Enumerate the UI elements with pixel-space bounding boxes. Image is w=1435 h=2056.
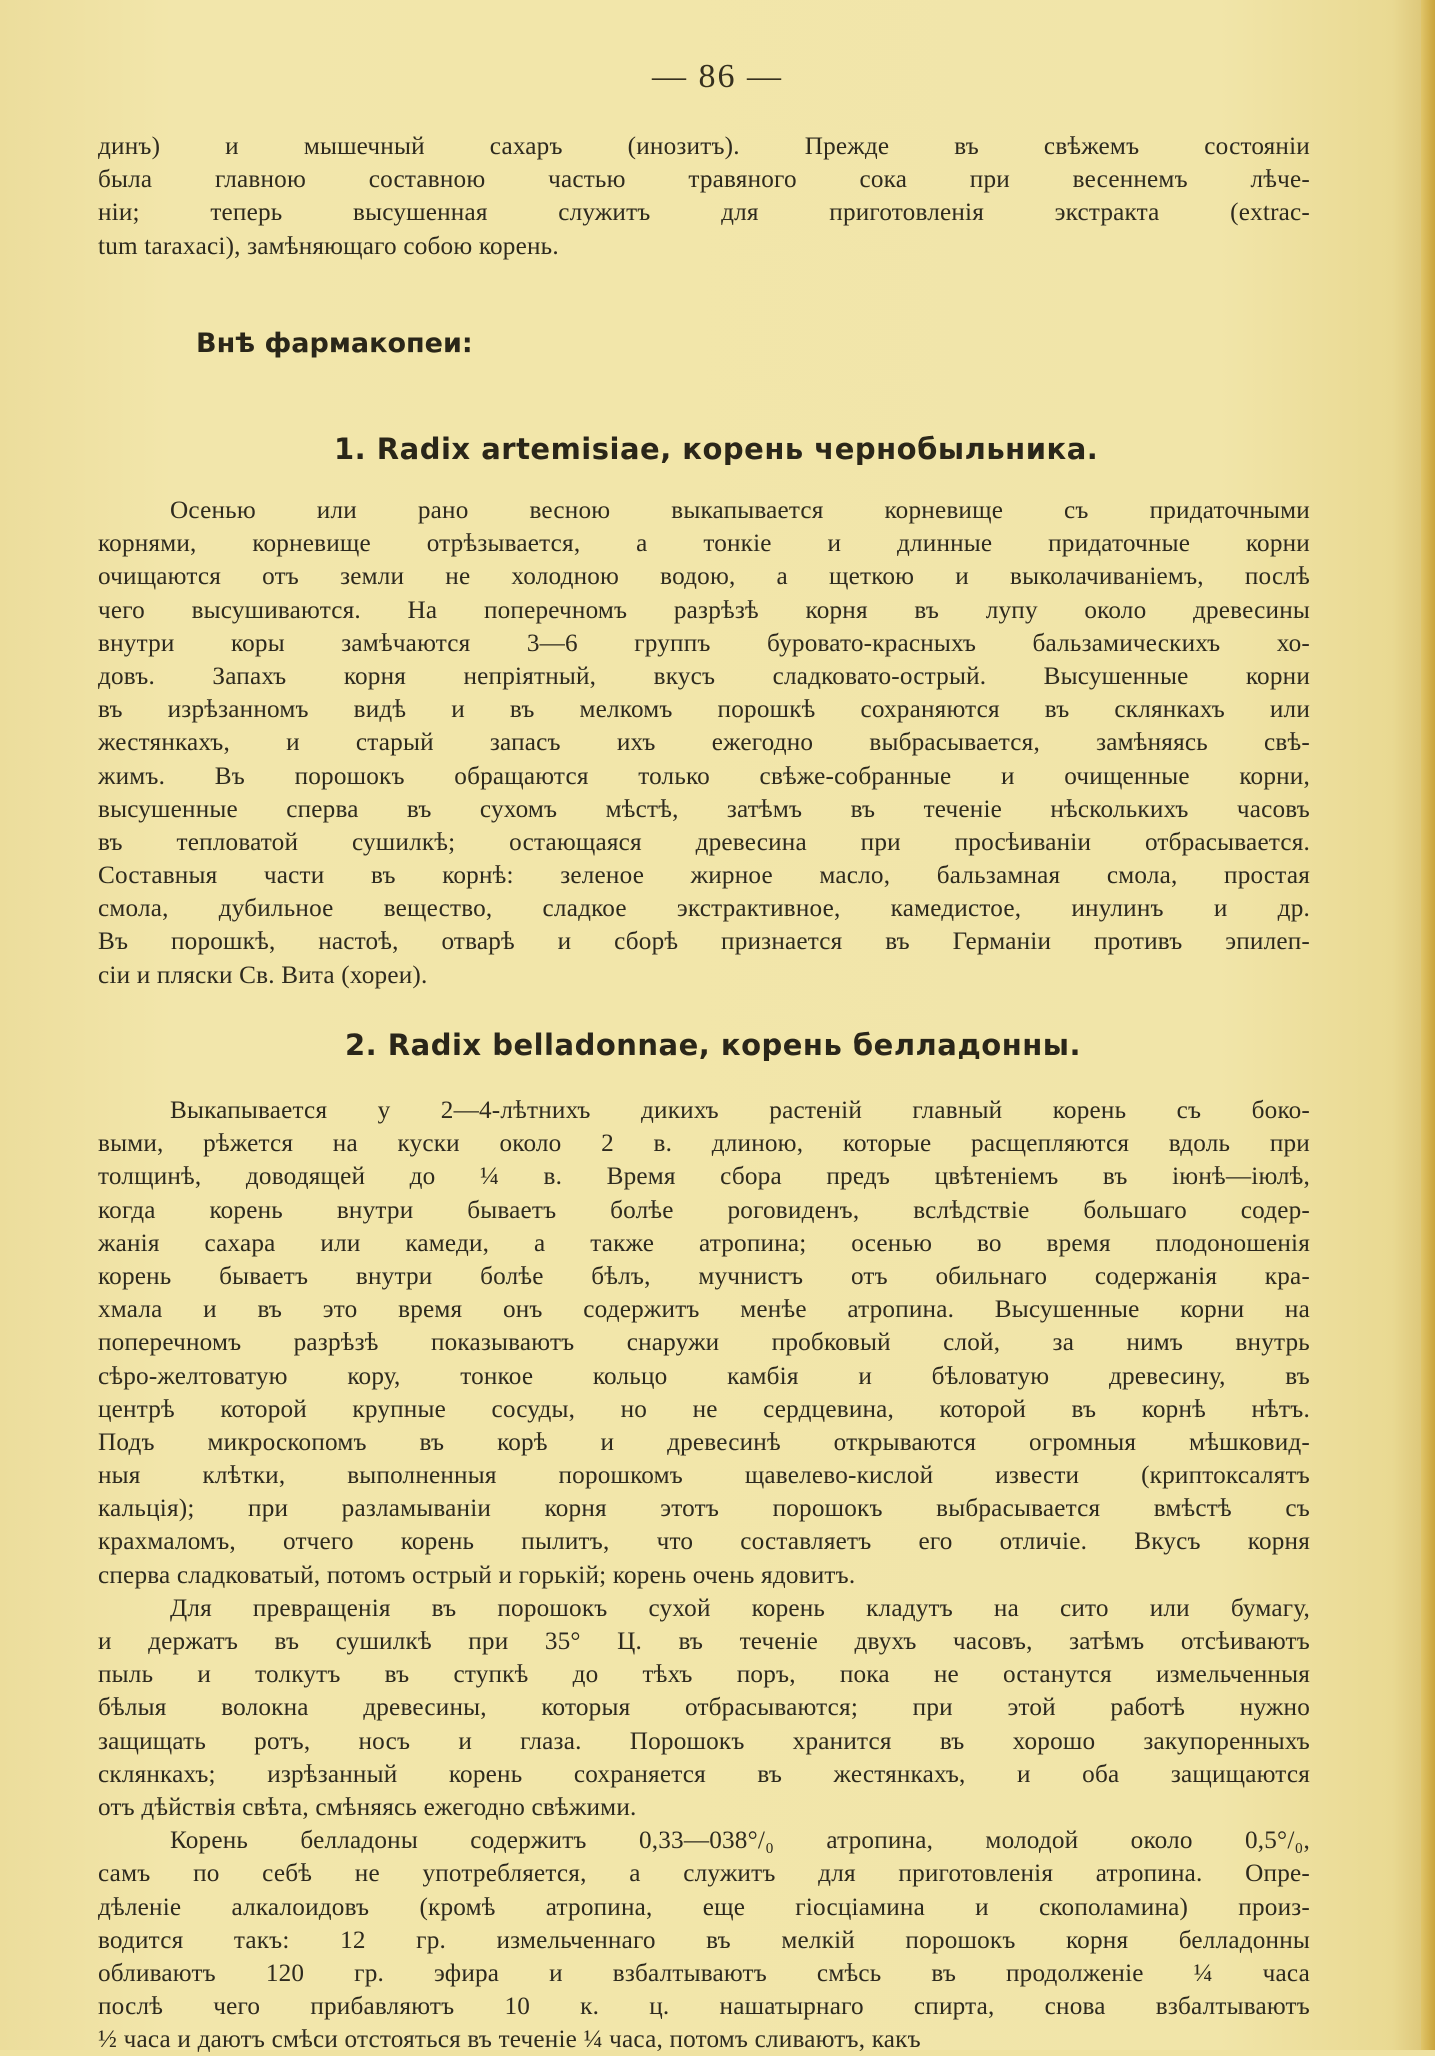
text-line: сперва сладковатый, потомъ острый и горькiй; корень очень ядовитъ. <box>98 1561 856 1589</box>
text-line: корнями, корневище отрѣзывается, а тонкiе и длинные придаточные корни <box>98 530 1310 558</box>
text-line: выми, рѣжется на куски около 2 в. длиною, которые расщепляются вдоль при <box>98 1130 1310 1158</box>
text-line: внутри коры замѣчаются 3—6 группъ буровато-красныхъ бальзамическихъ хо- <box>98 629 1310 657</box>
text-line: и держатъ въ сушилкѣ при 35° Ц. въ теченiе двухъ часовъ, затѣмъ отсѣиваютъ <box>98 1628 1310 1655</box>
text-line: центрѣ которой крупные сосуды, но не сердцевина, которой въ корнѣ нѣтъ. <box>98 1395 1310 1423</box>
text-line: tum taraxaci), замѣняющаго собою корень. <box>98 232 559 260</box>
text-line: Подъ микроскопомъ въ корѣ и древесинѣ открываются огромныя мѣшковид- <box>98 1428 1310 1456</box>
text-line: ныя клѣтки, выполненныя порошкомъ щавелево-кислой извести (криптоксалятъ <box>98 1462 1310 1490</box>
page-edge <box>1421 0 1435 2050</box>
text-line: хмала и въ это время онъ содержитъ менѣе атропина. Высушенные корни на <box>98 1296 1310 1324</box>
text-line: нiи; теперь высушенная служитъ для приготовленiя экстракта (extrac- <box>98 199 1310 227</box>
page-number: — 86 — <box>652 58 783 95</box>
text-line: динъ) и мышечный сахаръ (инозитъ). Прежде въ свѣжемъ состоянiи <box>98 133 1310 160</box>
text-line: Корень белладоны содержитъ 0,33—038°/₀ атропина, молодой около 0,5°/₀, <box>170 1827 1310 1855</box>
text-line: высушенные сперва въ сухомъ мѣстѣ, затѣмъ въ теченiе нѣсколькихъ часовъ <box>98 795 1310 823</box>
text-line: очищаются отъ земли не холодною водою, а щеткою и выколачиванiемъ, послѣ <box>98 563 1310 591</box>
text-line: послѣ чего прибавляютъ 10 к. ц. нашатырнаго спирта, снова взбалтываютъ <box>98 1993 1310 2021</box>
text-line: отъ дѣйствiя свѣта, смѣняясь ежегодно свѣжими. <box>98 1793 637 1821</box>
text-line: въ изрѣзанномъ видѣ и въ мелкомъ порошкѣ сохраняются въ склянкахъ или <box>98 696 1310 724</box>
text-line: Въ порошкѣ, настоѣ, отварѣ и сборѣ признается въ Германiи противъ эпилеп- <box>98 928 1310 956</box>
text-line: самъ по себѣ не употребляется, а служитъ для приготовленiя атропина. Опре- <box>98 1860 1310 1888</box>
section-2-body <box>98 1094 1310 2056</box>
text-line: Для превращенiя въ порошокъ сухой корень кладутъ на сито или бумагу, <box>170 1594 1310 1622</box>
text-line: сѣро-желтоватую кору, тонкое кольцо камбiя и бѣловатую древесину, въ <box>98 1362 1310 1390</box>
text-line: крахмаломъ, отчего корень пылитъ, что составляетъ его отличiе. Вкусъ корня <box>98 1528 1310 1556</box>
subheading-outside-pharmacopoeia: Внѣ фармакопеи: <box>196 328 473 359</box>
text-line: защищать ротъ, носъ и глаза. Порошокъ хранится въ хорошо закупоренныхъ <box>98 1727 1310 1755</box>
text-line: бѣлыя волокна древесины, которыя отбрасываются; при этой работѣ нужно <box>98 1694 1310 1722</box>
text-line: когда корень внутри бываетъ болѣе роговиденъ, вслѣдствiе большаго содер- <box>98 1196 1310 1224</box>
text-line: ½ часа и даютъ смѣси отстояться въ теченiе ¼ часа, потомъ сливаютъ, какъ <box>98 2026 921 2054</box>
text-line: склянкахъ; изрѣзанный корень сохраняется въ жестянкахъ, и оба защищаются <box>98 1760 1310 1788</box>
text-line: довъ. Запахъ корня непрiятный, вкусъ сладковато-острый. Высушенные корни <box>98 662 1310 690</box>
text-line: дѣленiе алкалоидовъ (кромѣ атропина, еще гiосцiамина и скополамина) произ- <box>98 1893 1310 1921</box>
text-line: жимъ. Въ порошокъ обращаются только свѣже-собранные и очищенные корни, <box>98 762 1310 790</box>
text-line: поперечномъ разрѣзѣ показываютъ снаружи пробковый слой, за нимъ внутрь <box>98 1329 1310 1357</box>
text-line: была главною составною частью травяного сока при весеннемъ лѣче- <box>98 166 1310 194</box>
text-line: Составныя части въ корнѣ: зеленое жирное масло, бальзамная смола, простая <box>98 862 1310 890</box>
intro-paragraph <box>98 130 1310 263</box>
text-line: сiи и пляски Св. Вита (хореи). <box>98 961 428 989</box>
section-1-body <box>98 494 1310 992</box>
text-line: въ тепловатой сушилкѣ; остающаяся древесина при просѣиванiи отбрасывается. <box>98 828 1310 856</box>
text-line: чего высушиваются. На поперечномъ разрѣзѣ корня въ лупу около древесины <box>98 596 1310 624</box>
text-line: корень бываетъ внутри болѣе бѣлъ, мучнистъ отъ обильнаго содержанiя кра- <box>98 1262 1310 1290</box>
text-line: Осенью или рано весною выкапывается корневище съ придаточными <box>170 497 1310 524</box>
text-line: пыль и толкутъ въ ступкѣ до тѣхъ поръ, пока не останутся измельченныя <box>98 1661 1310 1689</box>
text-line: толщинѣ, доводящей до ¼ в. Время сбора предъ цвѣтенiемъ въ iюнѣ—iюлѣ, <box>98 1163 1310 1191</box>
text-line: Выкапывается у 2—4-лѣтнихъ дикихъ растенiй главный корень съ боко- <box>170 1097 1310 1124</box>
section-1-heading: 1. Radix artemisiae, корень чернобыльника. <box>334 432 1099 466</box>
text-line: кальцiя); при разламыванiи корня этотъ порошокъ выбрасывается вмѣстѣ съ <box>98 1495 1310 1523</box>
section-2-heading: 2. Radix belladonnae, корень белладонны. <box>345 1028 1082 1062</box>
text-line: жанiя сахара или камеди, а также атропина; осенью во время плодоношенiя <box>98 1229 1310 1257</box>
text-line: обливаютъ 120 гр. эфира и взбалтываютъ смѣсь въ продолженiе ¼ часа <box>98 1959 1310 1987</box>
text-line: смола, дубильное вещество, сладкое экстрактивное, камедистое, инулинъ и др. <box>98 895 1310 923</box>
text-line: водится такъ: 12 гр. измельченнаго въ мелкiй порошокъ корня белладонны <box>98 1926 1310 1954</box>
text-line: жестянкахъ, и старый запасъ ихъ ежегодно выбрасывается, замѣняясь свѣ- <box>98 729 1310 757</box>
